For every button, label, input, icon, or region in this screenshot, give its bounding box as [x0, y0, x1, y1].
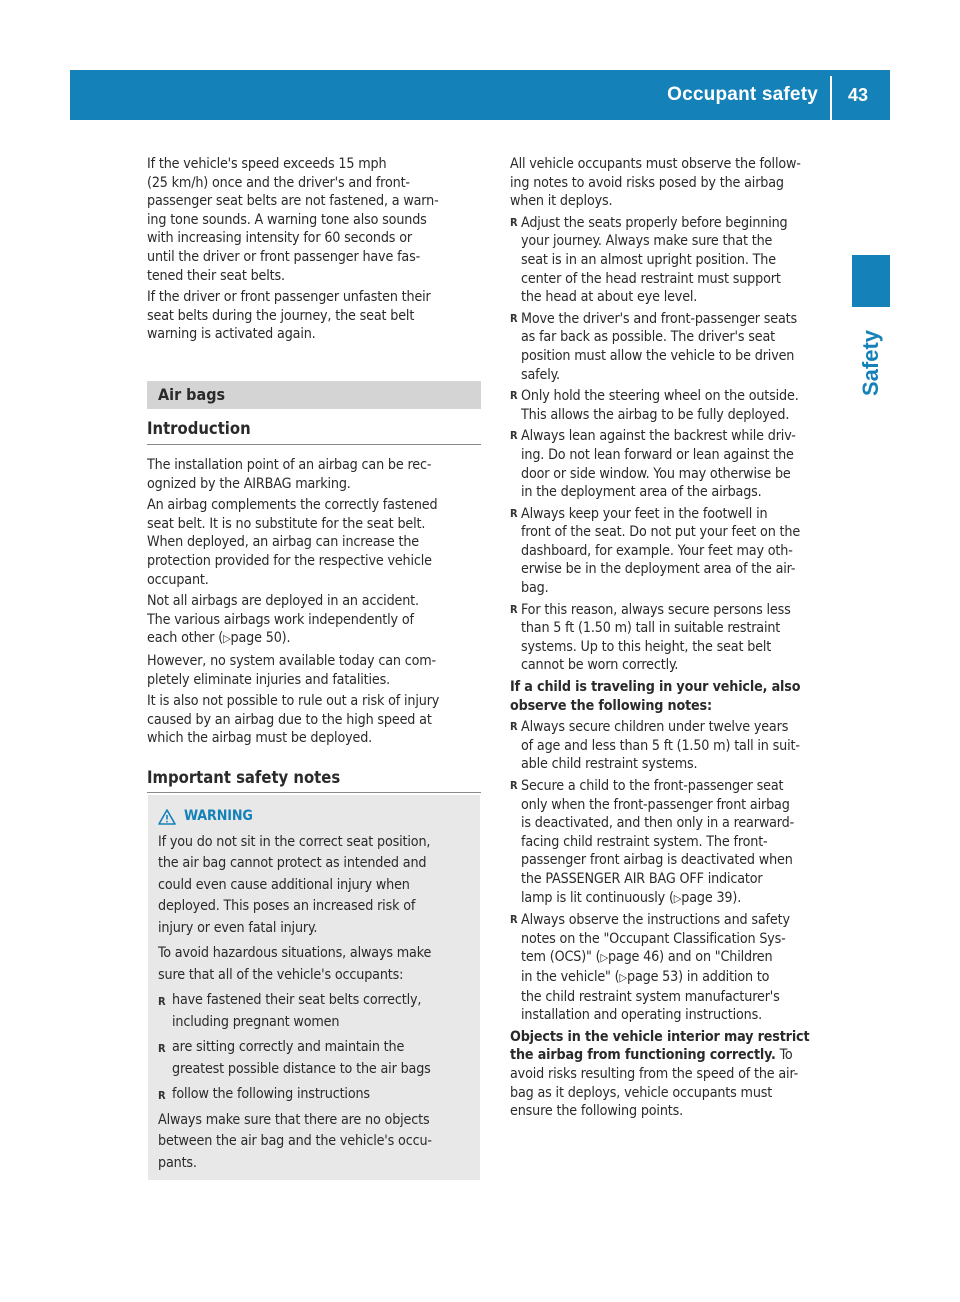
page-ref-arrow-icon: ▷	[673, 891, 682, 905]
list-item	[510, 505, 835, 598]
list-item-text: Always keep your feet in the footwell in front of the seat. Do not put your feet on the dashboard, for example. Your feet may oth- erwise be in the deployment area of the air- bag.	[521, 505, 801, 597]
warning-bullet-list	[158, 990, 476, 1106]
occupant-bullet-list	[510, 214, 835, 675]
objects-paragraph	[510, 1028, 835, 1121]
list-item	[510, 718, 835, 774]
page-ref-arrow-icon: ▷	[223, 632, 231, 646]
warning-title-text: WARNING	[184, 808, 253, 824]
list-item-text: Adjust the seats properly before beginning your journey. Always make sure that the seat is in an almost upright position. The center of the head restraint must support the head at about eye level.	[521, 214, 788, 306]
child-bullet-list	[510, 718, 835, 1025]
bullet-icon: R	[510, 311, 518, 325]
section-title-band	[147, 381, 481, 409]
warning-paragraph: If you do not sit in the correct seat position, the air bag cannot protect as intended and could even cause additional injury when deployed. This poses an increased risk of injury or even fatal injury.	[158, 833, 431, 936]
list-item-text: Move the driver's and front-passenger seats as far back as possible. The driver's seat position must allow the vehicle to be driven safely.	[521, 310, 797, 383]
right-column	[510, 155, 835, 1124]
warning-title	[158, 806, 476, 828]
side-tab-label	[852, 318, 890, 408]
page-ref-link[interactable]: page 46) and on "Children in the vehicle" (	[521, 949, 773, 985]
list-item-text: are sitting correctly and maintain the greatest possible distance to the air bags	[172, 1039, 431, 1077]
warning-paragraph: To avoid hazardous situations, always make sure that all of the vehicle's occupants:	[158, 945, 432, 983]
safety-notes-heading: Important safety notes	[147, 768, 341, 787]
paragraph: It is also not possible to rule out a risk of injury caused by an airbag due to the high speed at which the airbag must be deployed.	[147, 693, 440, 747]
header-divider	[830, 76, 832, 120]
list-item-text: Always observe the instructions and safety notes on the "Occupant Classification Sys- tem (OCS)" (	[521, 912, 790, 966]
list-item	[158, 1037, 476, 1080]
list-item	[510, 387, 835, 424]
bullet-icon: R	[510, 602, 518, 616]
page-title: Occupant safety	[667, 84, 818, 105]
paragraph	[147, 592, 483, 649]
page-ref-link[interactable]: page 50).	[230, 630, 291, 647]
side-tab-marker	[852, 255, 890, 307]
heading-rule	[147, 444, 481, 445]
paragraph: The installation point of an airbag can be rec- ognized by the AIRBAG marking.	[147, 457, 432, 492]
list-item	[158, 990, 476, 1033]
section-title: Air bags	[158, 385, 226, 404]
list-item-text: For this reason, always secure persons less than 5 ft (1.50 m) tall in suitable restraint systems. Up to this height, the seat belt cannot be worn correctly.	[521, 601, 791, 674]
page-ref-link[interactable]: page 53) in addition to the child restraint system manufacturer's installation and operating instructions.	[521, 968, 780, 1024]
left-column-intro	[147, 155, 483, 347]
page-number: 43	[847, 85, 868, 105]
list-item-text: have fastened their seat belts correctly, including pregnant women	[172, 992, 422, 1030]
page-ref-arrow-icon: ▷	[619, 970, 627, 984]
paragraph: An airbag complements the correctly fastened seat belt. It is no substitute for the seat belt. When deployed, an airbag can increase the protection provided for the respective vehicle occupant.	[147, 497, 438, 588]
bullet-icon: R	[510, 429, 518, 443]
introduction-text	[147, 456, 483, 751]
warning-content	[158, 806, 476, 1178]
list-item-text: Always lean against the backrest while driv- ing. Do not lean forward or lean against the door or side window. You may otherwise be in the deployment area of the airbags.	[521, 428, 796, 501]
side-tab-text: Safety	[858, 329, 883, 397]
warning-box	[148, 795, 480, 1180]
bullet-icon: R	[158, 995, 166, 1008]
list-item-text: Only hold the steering wheel on the outside. This allows the airbag to be fully deployed.	[521, 388, 799, 423]
list-item	[158, 1084, 476, 1106]
list-item-text: Always secure children under twelve years of age and less than 5 ft (1.50 m) tall in suit- able child restraint systems.	[521, 719, 800, 773]
list-item	[510, 310, 835, 384]
list-item	[510, 911, 835, 1025]
objects-bold-text: Objects in the vehicle interior may restrict the airbag from functioning correctly.	[510, 1028, 810, 1064]
bullet-icon: R	[510, 913, 518, 927]
list-item	[510, 601, 835, 675]
bullet-icon: R	[510, 389, 518, 403]
paragraph-text: Not all airbags are deployed in an accident. The various airbags work independently of each other (	[147, 593, 419, 647]
list-item-text: Secure a child to the front-passenger seat only when the front-passenger front airbag is deactivated, and then only in a rearward- facing child restraint system. The front- passenger front airbag is deactivated when the PASSENGER AIR BAG OFF indicator lamp is lit continuously (	[521, 778, 795, 906]
heading-rule	[147, 792, 481, 793]
child-notes-heading: If a child is traveling in your vehicle, also observe the following notes:	[510, 679, 801, 714]
list-item	[510, 777, 835, 908]
bullet-icon: R	[158, 1042, 166, 1055]
list-item	[510, 214, 835, 307]
page-ref-arrow-icon: ▷	[600, 951, 608, 965]
paragraph: However, no system available today can com- pletely eliminate injuries and fatalities.	[147, 652, 437, 688]
bullet-icon: R	[510, 779, 518, 792]
paragraph: All vehicle occupants must observe the follow- ing notes to avoid risks posed by the airbag when it deploys.	[510, 156, 801, 210]
header-bar	[70, 70, 890, 120]
bullet-icon: R	[158, 1089, 166, 1102]
list-item	[510, 427, 835, 501]
paragraph: If the vehicle's speed exceeds 15 mph (25 km/h) once and the driver's and front- passenger seat belts are not fastened, a warn- ing tone sounds. A warning tone also sounds with increasing intensity for 60 seconds or until the driver or front passenger have fas- tened their seat belts.	[147, 156, 439, 284]
bullet-icon: R	[510, 215, 518, 229]
introduction-heading: Introduction	[147, 419, 251, 438]
objects-text: To avoid risks resulting from the speed of the air- bag as it deploys, vehicle occupants must ensure the following points.	[510, 1047, 799, 1120]
paragraph: If the driver or front passenger unfasten their seat belts during the journey, the seat belt warning is activated again.	[147, 289, 431, 343]
list-item-text: follow the following instructions	[172, 1086, 370, 1102]
bullet-icon: R	[510, 506, 518, 520]
bullet-icon: R	[510, 720, 518, 734]
warning-paragraph: Always make sure that there are no objects between the air bag and the vehicle's occu- pants.	[158, 1111, 432, 1171]
page-ref-link[interactable]: page 39).	[681, 889, 742, 906]
warning-triangle-icon	[158, 809, 176, 825]
